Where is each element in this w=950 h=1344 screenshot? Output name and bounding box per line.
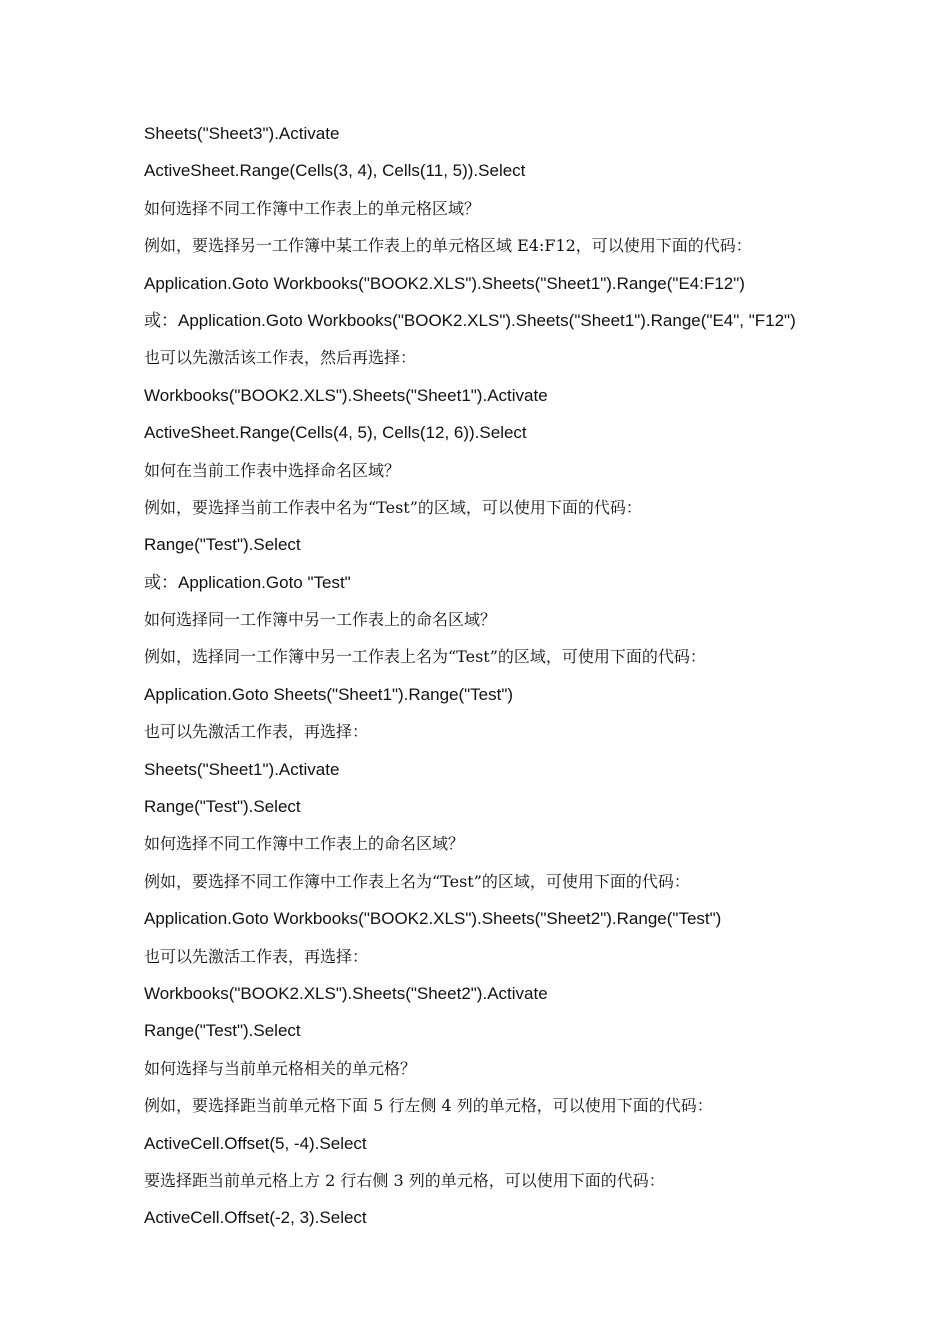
explanation-text: 也可以先激活工作表，再选择： (144, 946, 369, 966)
code-line: ActiveCell.Offset(5, -4).Select (144, 1133, 367, 1153)
code-line: 或：Application.Goto Workbooks("BOOK2.XLS").Sheets("Sheet1").Range("E4", "F12") (144, 310, 796, 330)
question-heading: 如何选择不同工作簿中工作表上的命名区域？ (144, 834, 465, 854)
question-heading: 如何选择同一工作簿中另一工作表上的命名区域？ (144, 610, 497, 630)
question-heading: 如何选择不同工作簿中工作表上的单元格区域？ (144, 198, 481, 218)
code-line: ActiveCell.Offset(-2, 3).Select (144, 1208, 367, 1228)
code-line: Sheets("Sheet3").Activate (144, 124, 340, 143)
code-line: Range("Test").Select (144, 1021, 301, 1041)
code-line: Sheets("Sheet1").Activate (144, 759, 340, 779)
explanation-text: 例如，要选择另一工作簿中某工作表上的单元格区域 E4:F12，可以使用下面的代码： (144, 236, 752, 256)
code-line: 或：Application.Goto "Test" (144, 572, 351, 592)
code-line: Workbooks("BOOK2.XLS").Sheets("Sheet2").Activate (144, 983, 548, 1003)
question-heading: 如何在当前工作表中选择命名区域？ (144, 460, 401, 480)
explanation-text: 也可以先激活工作表，再选择： (144, 722, 369, 742)
code-line: Workbooks("BOOK2.XLS").Sheets("Sheet1").Activate (144, 385, 548, 405)
document-body (144, 115, 924, 1237)
question-heading: 如何选择与当前单元格相关的单元格？ (144, 1058, 417, 1078)
code-line: ActiveSheet.Range(Cells(3, 4), Cells(11, 5)).Select (144, 161, 526, 181)
code-line: Range("Test").Select (144, 797, 301, 817)
code-line: Range("Test").Select (144, 535, 301, 555)
code-line: Application.Goto Workbooks("BOOK2.XLS").Sheets("Sheet1").Range("E4:F12") (144, 273, 745, 293)
explanation-text: 例如，要选择不同工作簿中工作表上名为“Test”的区域，可使用下面的代码： (144, 871, 690, 891)
explanation-text: 例如，要选择当前工作表中名为“Test”的区域，可以使用下面的代码： (144, 497, 642, 517)
code-line: ActiveSheet.Range(Cells(4, 5), Cells(12, 6)).Select (144, 423, 527, 443)
code-line: Application.Goto Sheets("Sheet1").Range("Test") (144, 684, 514, 704)
explanation-text: 例如，要选择距当前单元格下面 5 行左侧 4 列的单元格，可以使用下面的代码： (144, 1096, 713, 1116)
explanation-text: 例如，选择同一工作簿中另一工作表上名为“Test”的区域，可使用下面的代码： (144, 647, 706, 667)
code-line: Application.Goto Workbooks("BOOK2.XLS").Sheets("Sheet2").Range("Test") (144, 909, 722, 929)
explanation-text: 也可以先激活该工作表，然后再选择： (144, 348, 417, 368)
explanation-text: 要选择距当前单元格上方 2 行右侧 3 列的单元格，可以使用下面的代码： (144, 1170, 665, 1190)
